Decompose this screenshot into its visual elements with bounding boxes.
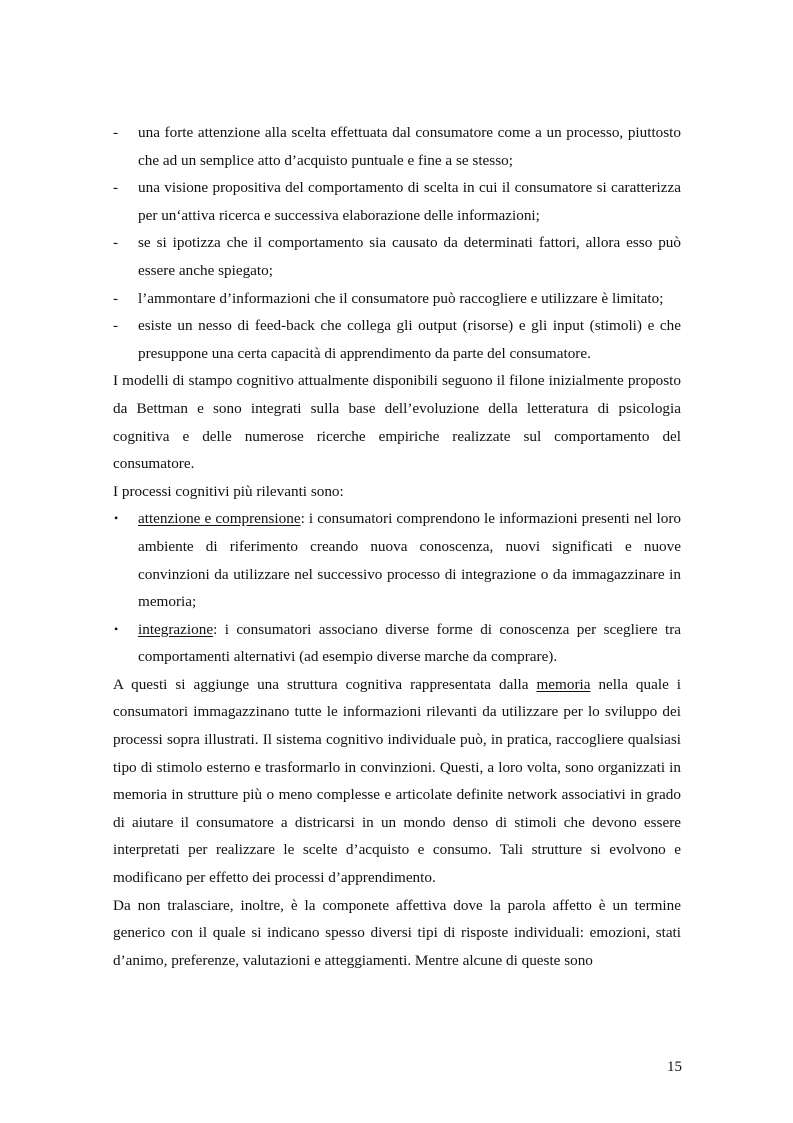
paragraph-text: A questi si aggiunge una struttura cognitiva rappresentata dalla — [113, 675, 537, 693]
list-item — [113, 616, 681, 671]
list-item — [113, 505, 681, 615]
list-item-text: l’ammontare d’informazioni che il consumatore può raccogliere e utilizzare è limitato; — [138, 289, 664, 307]
paragraph-affective-component: Da non tralasciare, inoltre, è la componete affettiva dove la parola affetto è un termine generico con il quale si indicano spesso diversi tipi di risposte individuali: emozioni, stati d’animo, preferenze, valutazioni e atteggiamenti. Mentre alcune di queste sono — [113, 896, 681, 969]
paragraph-memory — [113, 671, 681, 892]
dash-marker: - — [113, 179, 119, 197]
list-item-text: se si ipotizza che il comportamento sia causato da determinati fattori, allora esso può essere anche spiegato; — [138, 234, 681, 279]
list-item-text: esiste un nesso di feed-back che collega gli output (risorse) e gli input (stimoli) e che presuppone una certa capacità di apprendimento da parte del consumatore. — [138, 317, 681, 362]
list-item — [113, 285, 681, 313]
paragraph-cognitive-models: I modelli di stampo cognitivo attualmente disponibili seguono il filone inizialmente proposto da Bettman e sono integrati sulla base dell’evoluzione della letteratura di psicologia cognitiva e delle numerose ricerche empiriche realizzate sul comportamento del consumatore. — [113, 372, 681, 473]
list-item-text: : i consumatori associano diverse forme di conoscenza per scegliere tra comportamenti alternativi (ad esempio diverse marche da comprare). — [138, 620, 681, 666]
list-item-text: una visione propositiva del comportamento di scelta in cui il consumatore si caratterizza per un‘attiva ricerca e successiva elaborazione delle informazioni; — [138, 179, 681, 224]
dash-marker: - — [113, 124, 119, 141]
page-number: 15 — [667, 1059, 682, 1075]
underlined-term: integrazione — [138, 620, 214, 638]
paragraph-cognitive-processes-intro: I processi cognitivi più rilevanti sono: — [113, 482, 344, 500]
list-item — [113, 229, 681, 284]
paragraph-text: nella quale i consumatori immagazzinano tutte le informazioni rilevanti da utilizzare per lo sviluppo dei processi sopra illustrati. Il sistema cognitivo individuale può, in pratica, raccogliere qualsiasi tipo di stimolo esterno e trasformarlo in convinzioni. Questi, a loro volta, sono organizzati in memoria in strutture più o meno complesse e articolate definite network associativi in grado di aiutare il consumatore a districarsi in un mondo denso di stimoli che devono essere interpretati per realizzare le scelte d’acquisto e consumo. Tali strutture si evolvono e modificano per effetto dei processi d’apprendimento. — [113, 675, 682, 887]
bullet-marker: • — [114, 621, 119, 636]
dash-marker: - — [113, 289, 119, 307]
underlined-term: memoria — [536, 675, 591, 693]
list-item — [113, 174, 681, 229]
dash-marker: - — [113, 234, 119, 252]
page-body — [113, 119, 681, 974]
underlined-term: attenzione e comprensione — [138, 510, 301, 528]
list-item-text: : i consumatori comprendono le informazioni presenti nel loro ambiente di riferimento creando nuova conoscenza, nuovi significati e nuove convinzioni da utilizzare nel successivo processo di integrazione o da immagazzinare in memoria; — [138, 510, 681, 611]
list-item — [113, 119, 681, 174]
list-item — [113, 312, 681, 367]
dash-marker: - — [113, 317, 119, 335]
list-item-text: una forte attenzione alla scelta effettuata dal consumatore come a un processo, piuttosto che ad un semplice atto d’acquisto puntuale e fine a se stesso; — [138, 124, 681, 169]
bullet-marker: • — [114, 511, 119, 526]
